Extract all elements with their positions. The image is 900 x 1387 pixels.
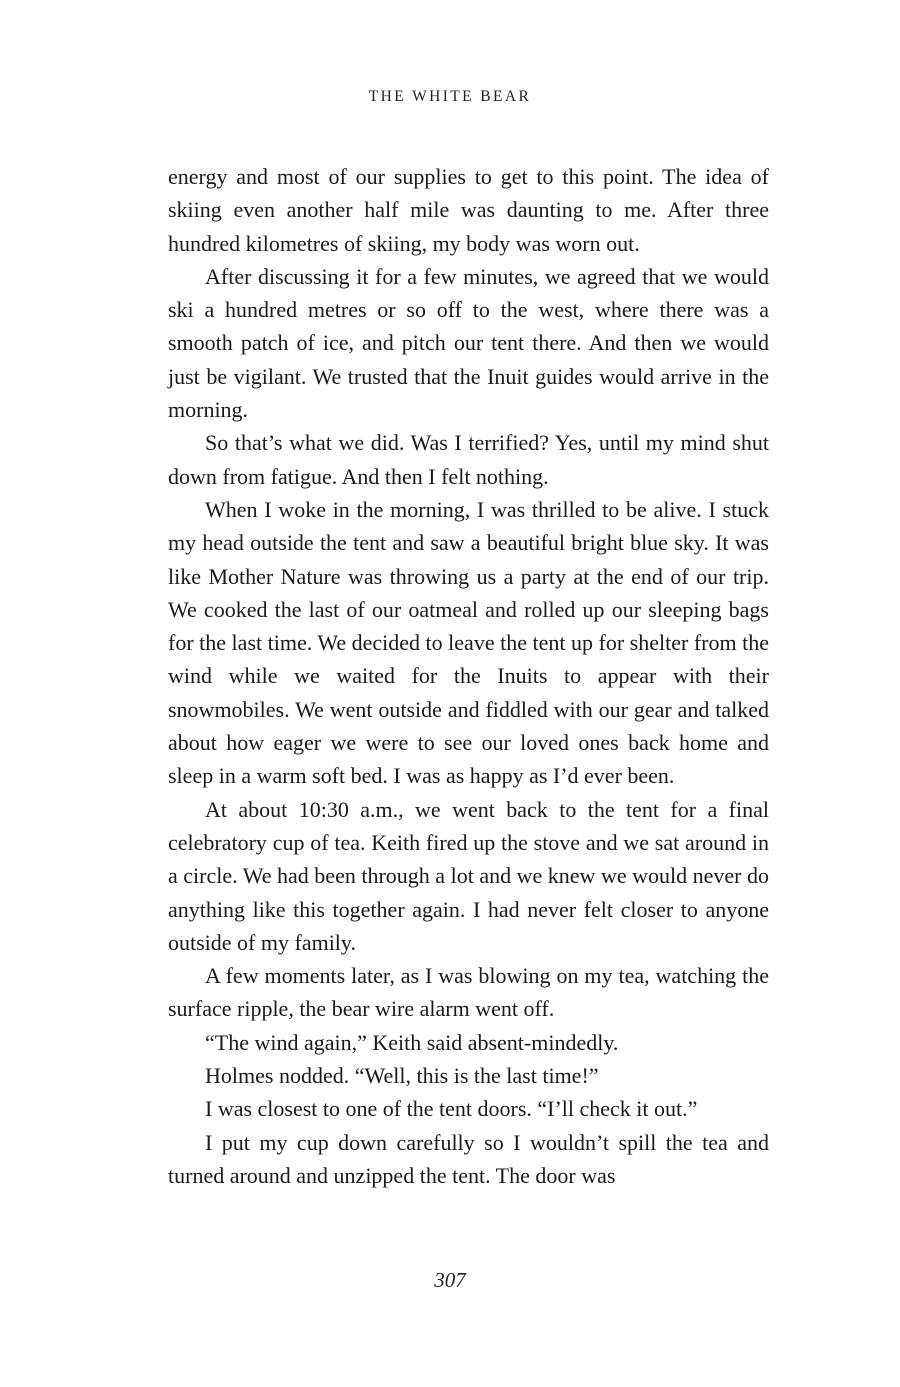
paragraph: energy and most of our supplies to get to this point. The idea of skiing even another half mile was daunting to me. After three hundred kilometres of skiing, my body was worn out. xyxy=(168,164,769,256)
paragraph: I put my cup down carefully so I wouldn’t spill the tea and turned around and unzipped the tent. The door was xyxy=(168,1129,769,1188)
paragraph: At about 10:30 a.m., we went back to the tent for a final celebratory cup of tea. Keith fired up the stove and we sat around in a circle. We had been through a lot and we knew we would never do anything like this together again. I had never felt closer to anyone outside of my family. xyxy=(168,796,769,955)
paragraph: I was closest to one of the tent doors. “I’ll check it out.” xyxy=(205,1096,698,1122)
paragraph: After discussing it for a few minutes, we agreed that we would ski a hundred metres or so off to the west, where there was a smooth patch of ice, and pitch our tent there. And then we would just be vigilant. We trusted that the Inuit guides would arrive in the morning. xyxy=(168,263,769,423)
paragraph: “The wind again,” Keith said absent-mindedly. xyxy=(205,1029,619,1055)
paragraph: When I woke in the morning, I was thrilled to be alive. I stuck my head outside the tent and saw a beautiful bright blue sky. It was like Mother Nature was throwing us a party at the end of our trip. We cooked the last of our oatmeal and rolled up our sleeping bags for the last time. We decided to leave the tent up for shelter from the wind while we waited for the Inuits to appear with their snowmobiles. We went outside and fiddled with our gear and talked about how eager we were to see our loved ones back home and sleep in a warm soft bed. I was as happy as I’d ever been. xyxy=(168,496,769,789)
paragraph: Holmes nodded. “Well, this is the last time!” xyxy=(205,1063,599,1089)
running-head: THE WHITE BEAR xyxy=(368,88,532,105)
body-text xyxy=(168,160,769,1192)
paragraph: So that’s what we did. Was I terrified? Yes, until my mind shut down from fatigue. And then I felt nothing. xyxy=(168,430,769,489)
page-number: 307 xyxy=(434,1268,466,1292)
paragraph: A few moments later, as I was blowing on my tea, watching the surface ripple, the bear wire alarm went off. xyxy=(168,963,769,1022)
